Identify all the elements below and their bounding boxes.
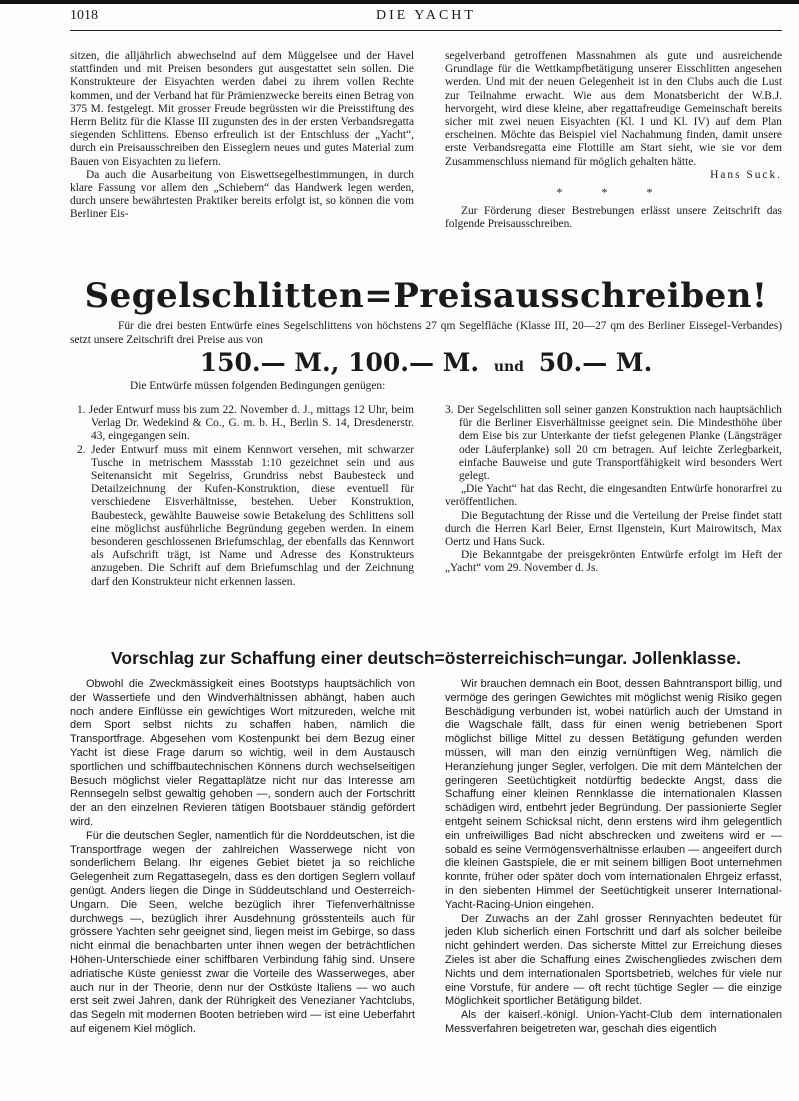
condition-item: 1. Jeder Entwurf muss bis zum 22. November d. J., mittags 12 Uhr, beim Verlag Dr. Wedekind & Co., G. m. b. H., Berlin S. 14, Dresdenerstr. 43, eingegangen sein. xyxy=(77,404,414,443)
prize-third: 50.— M. xyxy=(538,348,653,377)
conditions-right-column xyxy=(445,404,782,576)
prize-conjunction: und xyxy=(493,359,524,375)
paragraph: sitzen, die alljährlich abwechselnd auf dem Müggelsee und der Havel stattfinden und mit Preisen besonders gut ausgestattet sein sollen. Die Konstrukteure der Eisyachten werden dabei zu ihrem vollen Rechte kommen, und der Verband hat für Prämienzwecke bereits einen Betrag von 375 M. festgelegt. Mit grosser Freude begrüssten wir die Preisstiftung des Herrn Belitz für die Klasse III zugunsten des in der ersten Verbandsregatta siegenden Schlittens. Ebenso erfreulich ist der Entschluss der „Yacht“, durch ein Preisausschreiben den Eisseglern neues und gutes Material zum Bauen von Eisyachten zu liefern. xyxy=(70,50,414,168)
contest-intro: Für die drei besten Entwürfe eines Segelschlittens von höchstens 27 qm Segelfläche (Klasse III, 20—27 qm des Berliner Eissegel-Verbandes) setzt unsere Zeitschrift drei Preise aus von xyxy=(70,320,782,346)
paragraph: Wir brauchen demnach ein Boot, dessen Bahntransport billig, und vermöge des geringen Gewichtes mit möglichst wenig Risiko gegen Beschädigung verbunden ist, wobei natürlich auch der Umstand in die Wagschale fällt, dass für einen wenig betriebenen Sport möglichst billige Mittel zu dessen Betätigung gefunden werden müssen, will man den einzig vernünftigen Weg, nämlich die Heranziehung junger Segler, verfolgen. Die mit dem Mäntelchen der geringeren Seetüchtigkeit notdürftig bedeckte Angst, dass die Schaffung einer kleinen Rennklasse die internationalen Klassen schädigen wird, entbehrt jeder Begründung. Der passionierte Segler entgeht seinem Schicksal nicht, denn erstens wird ihm gelegentlich ein unfreiwilliges Bad nicht abschrecken und zweitens wird er — sobald es seine Vermögensverhältnisse erlauben — angeeifert durch die kleinen Gastspiele, die er mit seinem billigen Boot unternehmen konnte, früher oder später doch vom internationalen Ehrgeiz erfasst, in den siebenten Himmel der Seetüchtigkeit unserer International-Yacht-Racing-Union eingehen. xyxy=(445,678,782,911)
section-divider-stars: * * * xyxy=(556,185,671,200)
paragraph: Zur Förderung dieser Bestrebungen erlässt unsere Zeitschrift das folgende Preisausschreiben. xyxy=(445,205,782,231)
paragraph: Der Zuwachs an der Zahl grosser Rennyachten bedeutet für jeden Klub sicherlich einen Fortschritt und darf als solcher beileibe nicht gehindert werden. Das sicherste Mittel zur Erreichung dieses Zieles ist aber die Schaffung eines Zwischengliedes zwischen dem Nichts und dem internationalen Sportsbetrieb, welches für viele nur eine Vorstufe, für andere — oft recht tüchtige Segler — die einzige Möglichkeit sportlicher Betätigung bildet. xyxy=(445,912,782,1008)
top-right-column xyxy=(445,50,782,232)
top-border xyxy=(0,0,799,4)
conditions-intro: Die Entwürfe müssen folgenden Bedingungen genügen: xyxy=(130,380,386,392)
paragraph: segelverband getroffenen Massnahmen als gute und ausreichende Grundlage für die Wettkampfbetätigung unserer Eisschlitten angesehen werden. Und mit der neuen Gelegenheit ist in den Clubs auch die Lust zur Teilnahme erwacht. Wie aus dem Monatsbericht der W.B.J. hervorgeht, wird diese kleine, aber regattafreudige Gemeinschaft bereits sicher mit zwei neuen Eisyachten (Kl. I und Kl. IV) auf dem Plan erscheinen. Möchte das Beispiel viel Nachahmung finden, damit unsere erste Verbandsregatta eine Flottille am Start sieht, wie sie vor dem Zusammenschluss niemand für möglich gehalten hätte. xyxy=(445,50,782,168)
paragraph: Obwohl die Zweckmässigkeit eines Bootstyps hauptsächlich von der Wassertiefe und den Windverhältnissen abhängt, haben auch noch andere Einflüsse ein gewichtiges Wort mitzureden, welche mit dem Sport selbst nichts zu schaffen haben, nämlich die Transportfrage. Abgesehen vom Kostenpunkt bei dem Bezug einer Yacht ist diese Frage darum so wichtig, weil in dem Austausch sportlichen und schiffbautechnischen Könnens durch wechselseitigen Besuch möglichst vieler Regattaplätze nicht nur das Interesse am Rennsegeln selbst gewaltig gehoben —, sondern auch der Fortschritt der an den einzelnen Revieren tätigen Bootsbauer ständig gefördert wird. xyxy=(70,678,415,828)
author-signature: Hans Suck. xyxy=(710,168,782,181)
header-rule xyxy=(70,30,782,31)
condition-item: 2. Jeder Entwurf muss mit einem Kennwort versehen, mit schwarzer Tusche in metrischem Massstab 1:10 gezeichnet sein und aus Seitenansicht mit Segelriss, Grundriss nebst Baubesteck und Detailzeichnung der Kufen-Konstruktion, diese eventuell für verschiedene Eisverhältnisse, bestehen. Ueber Konstruktion, Baubesteck, gewählte Bauweise sowie Betakelung des Schlittens soll eine möglichst ausführliche Begründung gegeben werden. In einem besonderen geschlossenen Briefumschlag, der ebenfalls das Kennwort als Aufschrift trägt, ist Name und Adresse des Konstrukteurs anzugeben. Die Schrift auf dem Briefumschlag und der Zeichnung darf den Konstrukteur nicht erkennen lassen. xyxy=(77,443,414,588)
paragraph: Die Bekanntgabe der preisgekrönten Entwürfe erfolgt im Heft der „Yacht“ vom 29. November d. Js. xyxy=(445,549,782,575)
paragraph: „Die Yacht“ hat das Recht, die eingesandten Entwürfe honorarfrei zu veröffentlichen. xyxy=(445,483,782,509)
condition-item: 3. Der Segelschlitten soll seiner ganzen Konstruktion nach hauptsächlich für die Berliner Eisverhältnisse geeignet sein. Die Mindesthöhe über dem Eise bis zur Unterkante der tiefst gelegenen Planke (Längsträger oder Läuferplanke) soll 20 cm betragen. Auf leichte Zerlegbarkeit, einfache Bauweise und gute Transportfähigkeit wird besonders Wert gelegt. xyxy=(445,404,782,483)
prize-second: 100.— M. xyxy=(348,348,480,377)
page-number: 1018 xyxy=(70,8,98,23)
article-left-column xyxy=(70,678,415,1037)
paragraph: Als der kaiserl.-königl. Union-Yacht-Club dem internationalen Messverfahren beigetreten war, geschah dies eigentlich xyxy=(445,1009,782,1035)
prize-amounts xyxy=(70,348,782,382)
top-left-column xyxy=(70,50,414,222)
paragraph: Für die deutschen Segler, namentlich für die Norddeutschen, ist die Transportfrage wegen der zahlreichen Wasserwege nicht von sonderlichem Belang. Ihr eigenes Gebiet bietet ja so reichliche Gelegenheit zum Regattasegeln, dass es den dortigen Seglern vollauf genügt. Anders liegen die Dinge in Süddeutschland und Oesterreich-Ungarn. Die Seen, welche bezüglich ihrer Tiefenverhältnisse durchwegs —, bezüglich ihrer Ausdehnung grösstenteils auch für grössere Yachten sehr geeignet sind, liegen meist im Gebirge, so dass nicht einmal die benachbarten unter ihnen wegen der beträchtlichen Höhen-Unterschiede einer schiffbaren Verbindung fähig sind. Unsere adriatische Küste geniesst zwar die Vorteile des Wasserweges, aber auch nur in der Theorie, denn nur der Ostküste Italiens — wo auch erst seit zwei Jahren, dank der Rührigkeit des Venezianer Yachtclubs, das Segeln mit modernen Booten betrieben wird — ist eine Ueberfahrt auf eigenem Kiel möglich. xyxy=(70,829,415,1035)
article-right-column xyxy=(445,678,782,1037)
page-header xyxy=(70,8,782,28)
article-title: Vorschlag zur Schaffung einer deutsch=österreichisch=ungar. Jollenklasse. xyxy=(111,648,741,668)
conditions-left-column xyxy=(77,404,414,589)
prize-first: 150.— M., xyxy=(199,348,340,377)
contest-title: Segelschlitten=Preisausschreiben! xyxy=(84,276,768,316)
paragraph: Die Begutachtung der Risse und die Verteilung der Preise findet statt durch die Herren Karl Beier, Ernst Ilgenstein, Kurt Mairowitsch, Max Oertz und Hans Suck. xyxy=(445,509,782,549)
journal-title: DIE YACHT xyxy=(376,8,476,23)
paragraph: Da auch die Ausarbeitung von Eiswettsegelbestimmungen, in durch klare Fassung vor allem den „Schiebern“ das Handwerk legen werden, durch unsere bewährtesten Praktiker bereits erfolgt ist, so können die vom Berliner Eis- xyxy=(70,168,414,221)
